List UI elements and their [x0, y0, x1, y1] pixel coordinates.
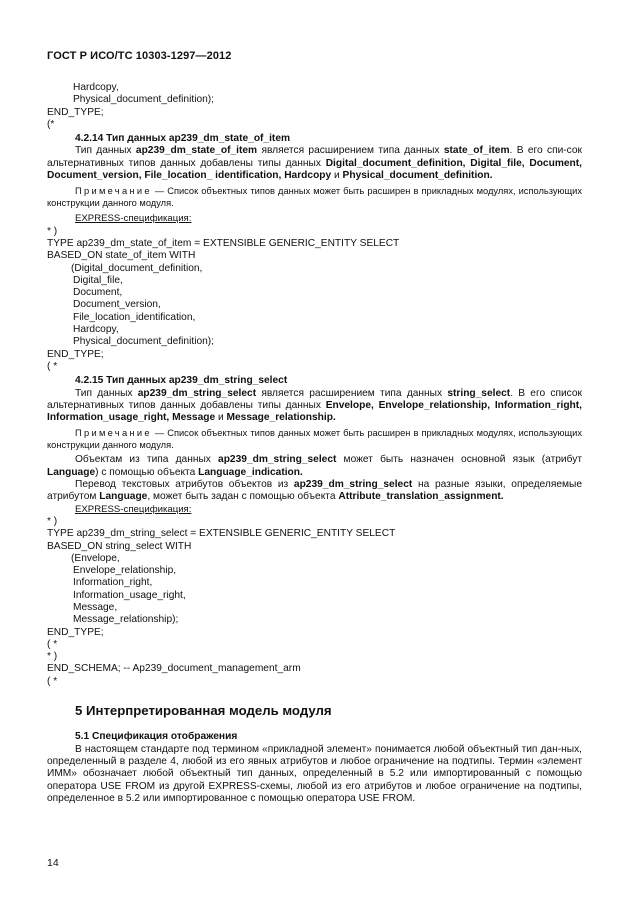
text-run: является расширением типа данных: [256, 387, 448, 399]
page-number: 14: [47, 857, 59, 869]
code-line: Hardcopy,: [73, 82, 119, 93]
document-header: ГОСТ Р ИСО/ТС 10303-1297—2012: [47, 50, 232, 62]
text-run: и: [331, 170, 343, 182]
text-run: на разные языки, определяемые атрибутом: [47, 479, 582, 503]
bold-term: ap239_dm_string_select: [293, 479, 413, 491]
code-line: END_TYPE;: [47, 348, 104, 360]
code-line: Document_version,: [73, 299, 161, 311]
text-run: Тип данных: [75, 387, 138, 399]
code-block-4-2-14: [47, 226, 582, 374]
code-line: Physical_document_definition);: [73, 94, 215, 106]
code-line: Message_relationship);: [73, 614, 179, 626]
text-run: Тип данных: [75, 145, 136, 157]
bold-term: Envelope, Envelope_relationship, Information_right, Information_usage_right, Message: [47, 399, 583, 424]
text-run: Перевод текстовых атрибутов объектов из: [75, 479, 294, 491]
code-line: ( *: [47, 638, 58, 650]
section-heading-5-1: 5.1 Спецификация отображения: [75, 731, 238, 743]
bold-term: Digital_document_definition, Digital_file, Document, Document_version, File_location_ identification, Hardcopy: [47, 157, 582, 182]
section-heading-5: 5 Интерпретированная модель модуля: [75, 703, 332, 719]
note-4-2-14: [47, 186, 582, 209]
text-run: может быть назначен основной язык (атрибут: [336, 454, 582, 466]
note-text: — Список объектных типов данных может быть расширен в прикладных модулях, использующих конструкции данного модуля.: [47, 428, 582, 450]
note-text: — Список объектных типов данных может быть расширен в прикладных модулях, использующих конструкции данного модуля.: [47, 186, 582, 208]
code-line: ( *: [47, 675, 58, 687]
code-line: ( *: [47, 360, 58, 372]
text-run: является расширением типа данных: [257, 145, 444, 157]
note-label: Примечание: [75, 186, 152, 197]
code-line: * ): [47, 225, 58, 237]
bold-term: Attribute_translation_assignment.: [338, 491, 504, 503]
note-4-2-15: [47, 428, 582, 451]
code-line: (Envelope,: [71, 552, 120, 564]
code-line: (Digital_document_definition,: [71, 262, 203, 274]
code-line: Hardcopy,: [73, 324, 119, 336]
bold-term: Language: [47, 466, 96, 478]
code-line: Document,: [73, 287, 123, 299]
code-line: Information_right,: [73, 577, 153, 589]
section-heading-4-2-15: 4.2.15 Тип данных ap239_dm_string_select: [75, 375, 288, 387]
code-block-4-2-15: [47, 516, 582, 688]
code-line: * ): [47, 651, 58, 663]
bold-term: ap239_dm_string_select: [137, 387, 257, 399]
code-line: END_TYPE;: [47, 626, 104, 638]
text-run: Объектам из типа данных: [75, 454, 219, 466]
page-content: [47, 82, 582, 805]
code-line: * ): [47, 515, 58, 527]
paragraph-translation: [47, 479, 582, 504]
section-heading-4-2-14: 4.2.14 Тип данных ap239_dm_state_of_item: [75, 133, 291, 145]
bold-term: string_select: [447, 387, 511, 399]
express-label-4-2-15: EXPRESS-спецификация:: [75, 503, 192, 515]
code-line: Digital_file,: [73, 274, 123, 286]
note-label: Примечание: [75, 428, 152, 439]
code-line: TYPE ap239_dm_string_select = EXTENSIBLE GENERIC_ENTITY SELECT: [47, 528, 396, 540]
paragraph-4-2-15: [47, 388, 582, 425]
paragraph-5-1: В настоящем стандарте под термином «прикладной элемент» понимается любой объектный тип дан-ных, определенный в разделе 4, любой из его явных атрибутов и любое ограничение на подтипы. Термин «элемент ИММ» обозначает любой объектный тип данных, определенный в 5.2 или импортированный с помощью оператора USE FROM из другой EXPRESS-схемы, любой из его атрибутов и любое ограничение на подтипы, определенное в 5.2 или импортированное с помощью оператора USE FROM.: [47, 743, 582, 804]
code-line: (*: [47, 118, 55, 130]
code-line: BASED_ON string_select WITH: [47, 540, 192, 552]
code-line: File_location_identification,: [73, 311, 196, 323]
bold-term: ap239_dm_string_select: [218, 454, 337, 466]
code-line: BASED_ON state_of_item WITH: [47, 250, 196, 262]
express-label-4-2-14: EXPRESS-спецификация:: [75, 213, 192, 225]
bold-term: Physical_document_definition.: [342, 170, 493, 182]
text-run: . В его спи-сок альтернативных типов данных добавлены типы данных: [47, 145, 582, 169]
code-line: TYPE ap239_dm_state_of_item = EXTENSIBLE GENERIC_ENTITY SELECT: [47, 237, 400, 249]
code-line: Message,: [73, 601, 118, 613]
text-run: и: [215, 412, 227, 424]
text-run: . В его список альтернативных типов данных добавлены типы данных: [47, 387, 582, 411]
code-line: Physical_document_definition);: [73, 336, 215, 348]
code-block-top: [47, 82, 582, 131]
bold-term: ap239_dm_state_of_item: [135, 145, 258, 157]
text-run: ) с помощью объекта: [95, 466, 199, 478]
paragraph-language: [47, 454, 582, 479]
code-line: Envelope_relationship,: [73, 565, 177, 577]
code-line: END_SCHEMA; -- Ap239_document_management_arm: [47, 663, 301, 675]
bold-term: state_of_item: [443, 145, 510, 157]
code-line: END_TYPE;: [47, 106, 104, 118]
text-run: , может быть задан с помощью объекта: [147, 491, 339, 503]
paragraph-4-2-14: [47, 145, 582, 182]
code-line: Information_usage_right,: [73, 589, 186, 601]
bold-term: Language: [99, 491, 148, 503]
bold-term: Language_indication.: [198, 466, 303, 478]
bold-term: Message_relationship.: [226, 412, 336, 424]
